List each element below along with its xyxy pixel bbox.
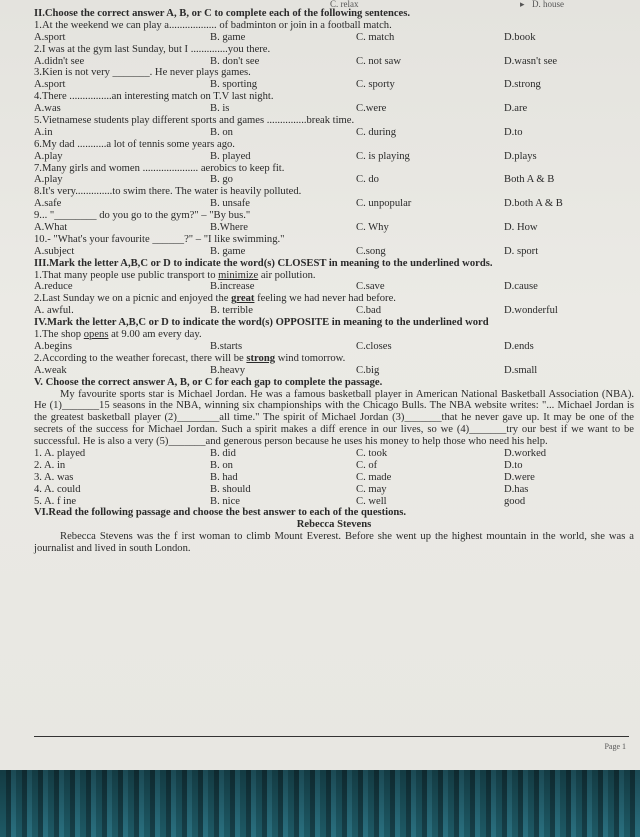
- option-d: D.strong: [504, 79, 541, 91]
- option-c: C. not saw: [356, 55, 402, 67]
- option-a: A.subject: [34, 245, 75, 257]
- option-c: C. unpopular: [356, 198, 412, 210]
- passage-options: [34, 448, 634, 460]
- section-heading: III.Mark the letter A,B,C or D to indicate the word(s) CLOSEST in meaning to the underlined words.: [34, 257, 493, 269]
- question-options: [34, 281, 634, 293]
- option-c: C.save: [356, 281, 385, 293]
- question-options: [34, 341, 634, 353]
- question-text: 8.It's very..............to swim there. The water is heavily polluted.: [34, 186, 302, 198]
- option-d: D.are: [504, 103, 528, 115]
- option-b: B. game: [210, 245, 246, 257]
- question-text: 4.There ................an interesting match on T.V last night.: [34, 91, 274, 103]
- option-a: A.was: [34, 103, 61, 115]
- option-d: good: [504, 495, 526, 507]
- option-b: B. terrible: [210, 305, 253, 317]
- option-d: D.to: [504, 459, 523, 471]
- question-text: 1.The shop opens at 9.00 am every day.: [34, 329, 202, 341]
- passage-text: My favourite sports star is Michael Jordan. He was a famous basketball player in American National Basketball Association (NBA). He (1)_______15 seasons in the NBA, winning six championships with the Chicago Bulls. The NBA website writes: "... Michael Jordan is the greatest basketball player (2)________all time." The spirit of Michael Jordan (3)_______that he never gave up. It may be one of the secrets of the success for Michael Jordan. Such a spirit makes a diff erence in our lives, so we (4)_______try our best if we want to be successful. He is also a very (5)_______and generous person because he uses his money to help those who need his help.: [34, 388, 634, 448]
- option-a: A.sport: [34, 79, 66, 91]
- option-b: B. on: [210, 126, 233, 138]
- option-c: C. is playing: [356, 150, 410, 162]
- option-b: B.heavy: [210, 364, 246, 376]
- option-b: B. sporting: [210, 79, 258, 91]
- option-d: D.both A & B: [504, 198, 563, 210]
- option-a: A.weak: [34, 364, 67, 376]
- cut-option-c: C. relax: [330, 0, 359, 9]
- option-c: C. of: [356, 459, 378, 471]
- option-b: B. played: [210, 150, 251, 162]
- option-b: B. is: [210, 103, 230, 115]
- section-heading: V. Choose the correct answer A, B, or C for each gap to complete the passage.: [34, 376, 383, 388]
- option-c: C. may: [356, 483, 387, 495]
- option-b: B.starts: [210, 340, 243, 352]
- underlined-word: great: [231, 293, 255, 305]
- question-options: [34, 103, 634, 115]
- passage-options: [34, 472, 634, 484]
- option-a: A.safe: [34, 198, 62, 210]
- option-a: 3. A. was: [34, 471, 74, 483]
- question-text: 6.My dad ...........a lot of tennis some years ago.: [34, 138, 235, 150]
- question-options: [34, 32, 634, 44]
- question-text: 7.Many girls and women ..................... aerobics to keep fit.: [34, 162, 285, 174]
- footer-divider: [34, 736, 629, 737]
- option-b: B. nice: [210, 495, 241, 507]
- option-d: D.book: [504, 31, 536, 43]
- question-options: [34, 127, 634, 139]
- underlined-word: strong: [246, 352, 276, 364]
- question-text: 2.According to the weather forecast, there will be strong wind tomorrow.: [34, 352, 346, 364]
- question-text: 2.Last Sunday we on a picnic and enjoyed the great feeling we had never had before.: [34, 293, 396, 305]
- option-d: D.to: [504, 126, 523, 138]
- option-a: 2. A. in: [34, 459, 66, 471]
- option-b: B. had: [210, 471, 238, 483]
- question-text: 9... "________ do you go to the gym?" – "By bus.": [34, 210, 251, 222]
- option-c: C.song: [356, 245, 386, 257]
- option-d: D.wasn't see: [504, 55, 558, 67]
- worksheet-content: [34, 8, 634, 555]
- option-b: B. don't see: [210, 55, 260, 67]
- option-b: B.Where: [210, 222, 248, 234]
- cut-option-d-mark: ▸: [520, 0, 525, 9]
- underlined-word: minimize: [218, 269, 259, 281]
- option-b: B. should: [210, 483, 251, 495]
- option-c: C. made: [356, 471, 392, 483]
- question-text: 1.At the weekend we can play a.................. of badminton or join in a football match.: [34, 19, 392, 31]
- option-a: A.play: [34, 150, 63, 162]
- question-options: [34, 151, 634, 163]
- question-options: [34, 246, 634, 258]
- option-d: D.cause: [504, 281, 538, 293]
- underlined-word: opens: [83, 329, 109, 341]
- option-b: B. did: [210, 448, 236, 460]
- option-d: D.wonderful: [504, 305, 558, 317]
- question-text: 10.- "What's your favourite ______?" – "I like swimming.": [34, 233, 285, 245]
- passage-options: [34, 496, 634, 508]
- section-heading: VI.Read the following passage and choose the best answer to each of the questions.: [34, 507, 407, 519]
- option-a: 1. A. played: [34, 448, 86, 460]
- option-d: D.worked: [504, 448, 547, 460]
- option-b: B. on: [210, 459, 233, 471]
- question-text: 5.Vietnamese students play different sports and games ...............break time.: [34, 115, 355, 127]
- option-d: D.plays: [504, 150, 537, 162]
- option-d: D.were: [504, 471, 535, 483]
- option-c: C. match: [356, 31, 395, 43]
- option-d: D.has: [504, 483, 529, 495]
- option-a: A.play: [34, 174, 63, 186]
- question-options: [34, 222, 634, 234]
- option-a: A.sport: [34, 31, 66, 43]
- question-options: [34, 198, 634, 210]
- option-c: C. during: [356, 126, 397, 138]
- passage-options: [34, 460, 634, 472]
- question-options: [34, 305, 634, 317]
- option-b: B. go: [210, 174, 233, 186]
- passage-options: [34, 484, 634, 496]
- option-d: D. sport: [504, 245, 539, 257]
- option-c: C.big: [356, 364, 380, 376]
- section-heading: II.Choose the correct answer A, B, or C to complete each of the following sentences.: [34, 8, 411, 19]
- question-text: 2.I was at the gym last Sunday, but I ..............you there.: [34, 43, 271, 55]
- option-d: D.ends: [504, 340, 534, 352]
- option-c: C. took: [356, 448, 388, 460]
- option-a: 4. A. could: [34, 483, 81, 495]
- passage-text: Rebecca Stevens was the f irst woman to climb Mount Everest. Before she went up the highest mountain in the world, she was a journalist and lived in south London.: [34, 531, 634, 555]
- option-d: Both A & B: [504, 174, 555, 186]
- option-c: C. sporty: [356, 79, 395, 91]
- option-d: D. How: [504, 222, 538, 234]
- question-options: [34, 174, 634, 186]
- option-b: B. game: [210, 31, 246, 43]
- question-options: [34, 365, 634, 377]
- option-a: 5. A. f ine: [34, 495, 77, 507]
- option-b: B. unsafe: [210, 198, 251, 210]
- option-a: A.reduce: [34, 281, 73, 293]
- question-text: 3.Kien is not very _______. He never plays games.: [34, 67, 251, 79]
- question-options: [34, 79, 634, 91]
- option-c: C. well: [356, 495, 387, 507]
- option-c: C. do: [356, 174, 379, 186]
- question-text: 1.That many people use public transport to minimize air pollution.: [34, 269, 316, 281]
- option-c: C.bad: [356, 305, 382, 317]
- option-a: A.begins: [34, 340, 72, 352]
- option-a: A. awful.: [34, 305, 74, 317]
- option-a: A.What: [34, 222, 68, 234]
- question-options: [34, 56, 634, 68]
- option-d: D.small: [504, 364, 538, 376]
- background-fabric: [0, 770, 640, 837]
- page-number: Page 1: [604, 742, 626, 751]
- option-c: C.closes: [356, 340, 392, 352]
- option-b: B.increase: [210, 281, 255, 293]
- option-a: A.in: [34, 126, 53, 138]
- cut-option-d: D. house: [532, 0, 564, 9]
- passage-title: Rebecca Stevens: [296, 519, 372, 531]
- option-c: C. Why: [356, 222, 389, 234]
- option-a: A.didn't see: [34, 55, 85, 67]
- section-heading: IV.Mark the letter A,B,C or D to indicate the word(s) OPPOSITE in meaning to the underlined word: [34, 317, 489, 329]
- option-c: C.were: [356, 103, 387, 115]
